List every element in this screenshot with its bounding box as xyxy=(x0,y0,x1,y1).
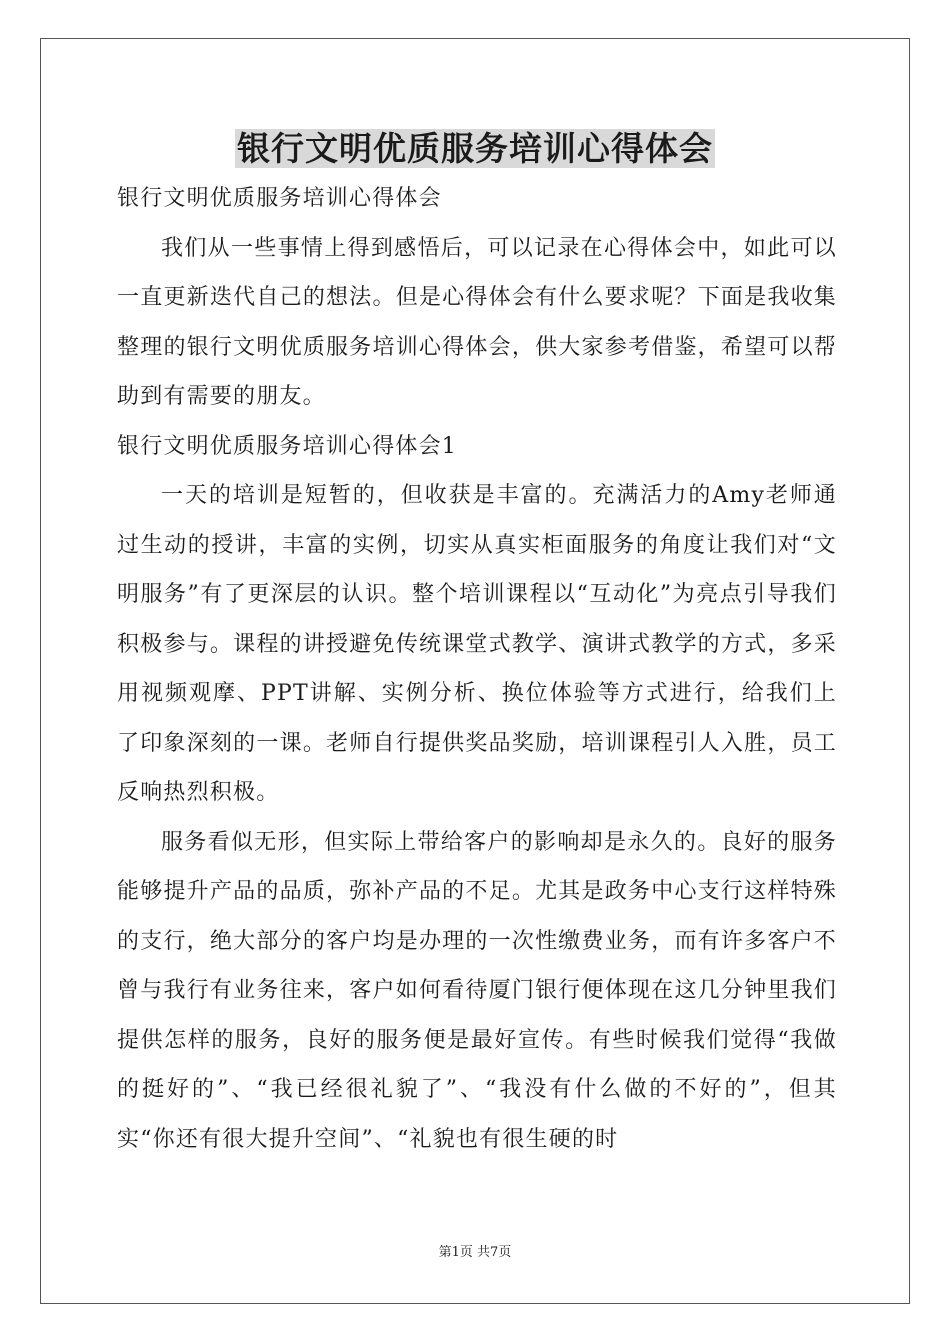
document-title xyxy=(0,124,950,174)
paragraph: 我们从一些事情上得到感悟后，可以记录在心得体会中，如此可以一直更新迭代自己的想法。但是心得体会有什么要求呢？下面是我收集整理的银行文明优质服务培训心得体会，供大家参考借鉴，希望可以帮助到有需要的朋友。 xyxy=(117,235,837,409)
page-footer: 第1页 共7页 xyxy=(438,1245,512,1260)
paragraph-heading: 银行文明优质服务培训心得体会1 xyxy=(117,433,457,459)
paragraph-heading: 银行文明优质服务培训心得体会 xyxy=(117,186,442,211)
paragraph: 一天的培训是短暂的，但收获是丰富的。充满活力的Amy老师通过生动的授讲，丰富的实例，切实从真实柜面服务的角度让我们对“文明服务”有了更深层的认识。整个培训课程以“互动化”为亮点引导我们积极参与。课程的讲授避免传统课堂式教学、演讲式教学的方式，多采用视频观摩、PPT讲解、实例分析、换位体验等方式进行，给我们上了印象深刻的一课。老师自行提供奖品奖励，培训课程引人入胜，员工反响热烈积极。 xyxy=(117,483,837,805)
paragraph: 服务看似无形，但实际上带给客户的影响却是永久的。良好的服务能够提升产品的品质，弥补产品的不足。尤其是政务中心支行这样特殊的支行，绝大部分的客户均是办理的一次性缴费业务，而有许多客户不曾与我行有业务往来，客户如何看待厦门银行便体现在这几分钟里我们提供怎样的服务，良好的服务便是最好宣传。有些时候我们觉得“我做的挺好的”、“我已经很礼貌了”、“我没有什么做的不好的”，但其实“你还有很大提升空间”、“礼貌也有很生硬的时 xyxy=(117,829,837,1152)
document-body xyxy=(117,174,837,1164)
document-title-text: 银行文明优质服务培训心得体会 xyxy=(237,129,713,168)
